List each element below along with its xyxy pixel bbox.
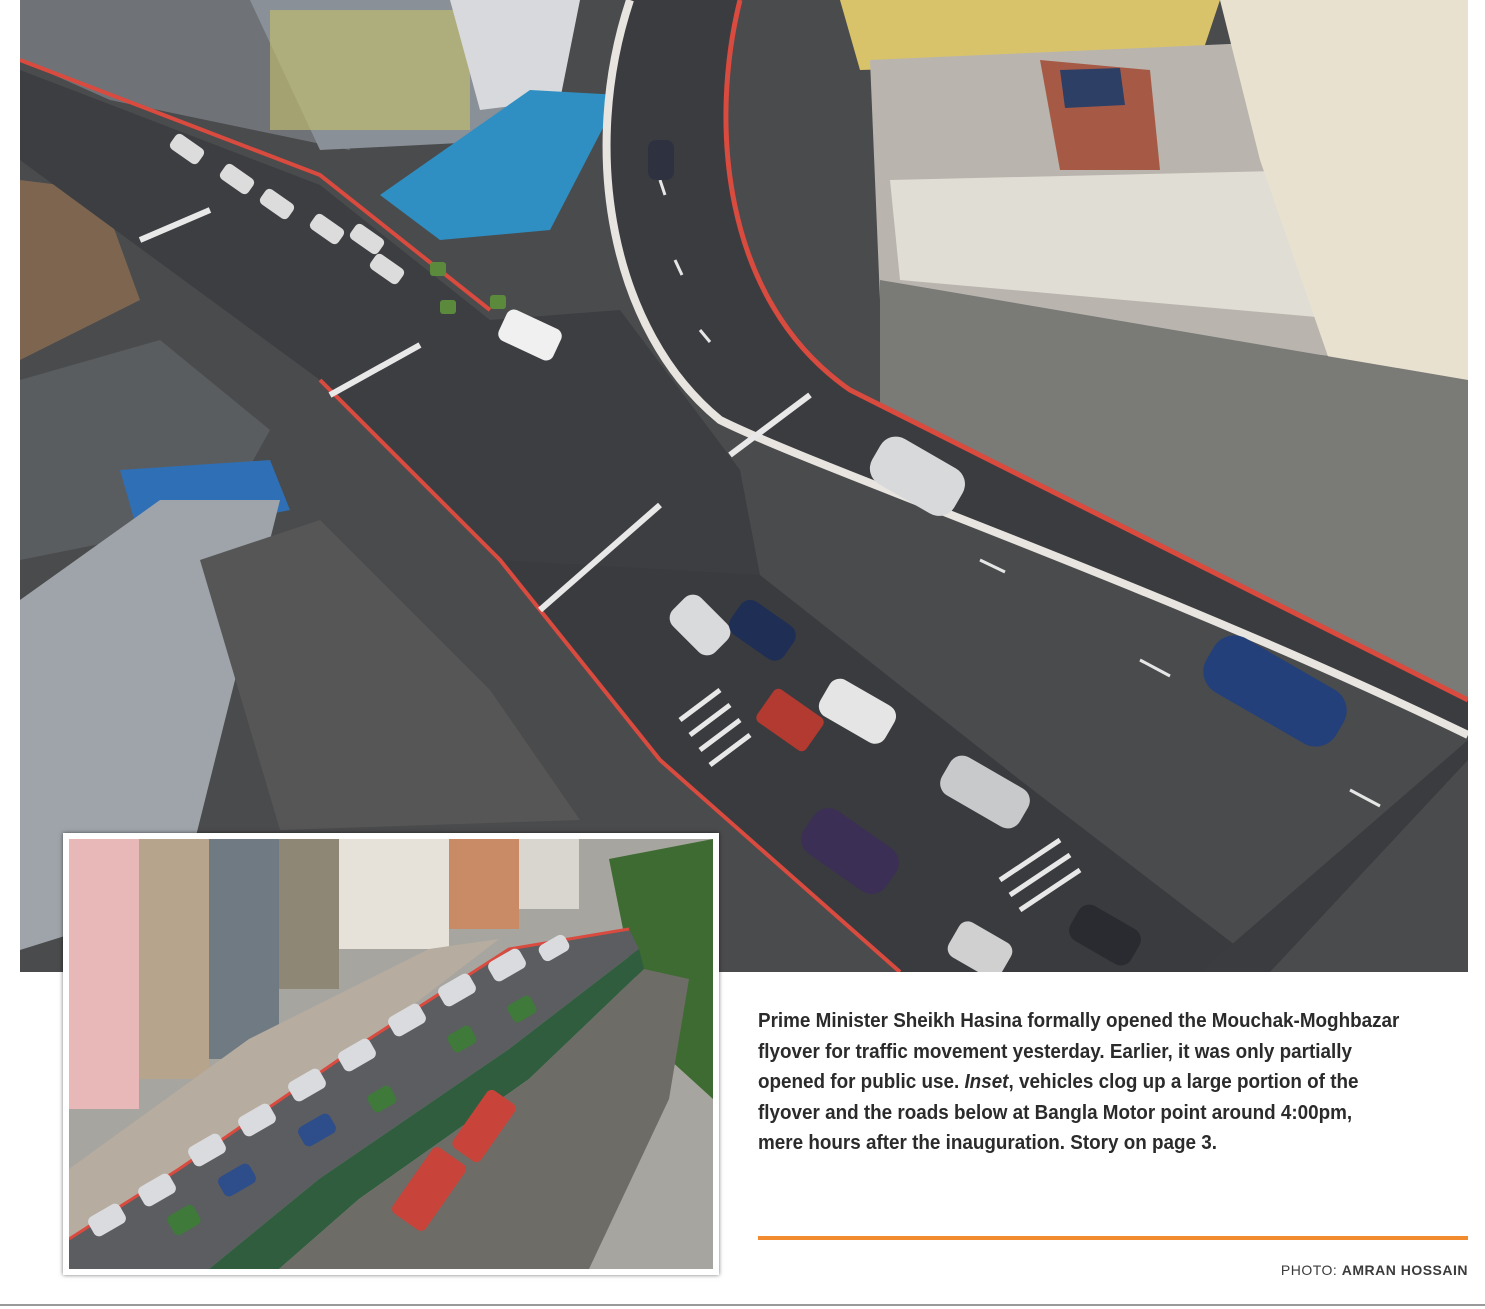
inset-photo-frame <box>69 839 713 1269</box>
caption-text-part1: Prime Minister Sheikh Hasina formally opened the Mouchak-Moghbazar flyover for traffic movement yesterday. Earlier, it was only partially opened for public use. <box>758 1009 1400 1093</box>
page-bottom-rule <box>0 1304 1485 1306</box>
photo-credit-name: AMRAN HOSSAIN <box>1341 1262 1468 1278</box>
photo-caption <box>758 1006 1402 1159</box>
traffic-congestion-illustration <box>69 839 713 1269</box>
flyover-aerial-illustration <box>20 0 1468 972</box>
caption-accent-rule <box>758 1236 1468 1240</box>
photo-credit-label: PHOTO: <box>1280 1262 1338 1278</box>
main-photo <box>20 0 1468 972</box>
photo-credit <box>1281 1262 1468 1278</box>
caption-text-part2: , vehicles clog up a large portion of the flyover and the roads below at Bangla Motor point around 4:00pm, mere hours after the inauguration. Story on page 3. <box>758 1070 1359 1154</box>
inset-photo <box>63 833 719 1275</box>
caption-inset-word: Inset <box>964 1070 1009 1093</box>
